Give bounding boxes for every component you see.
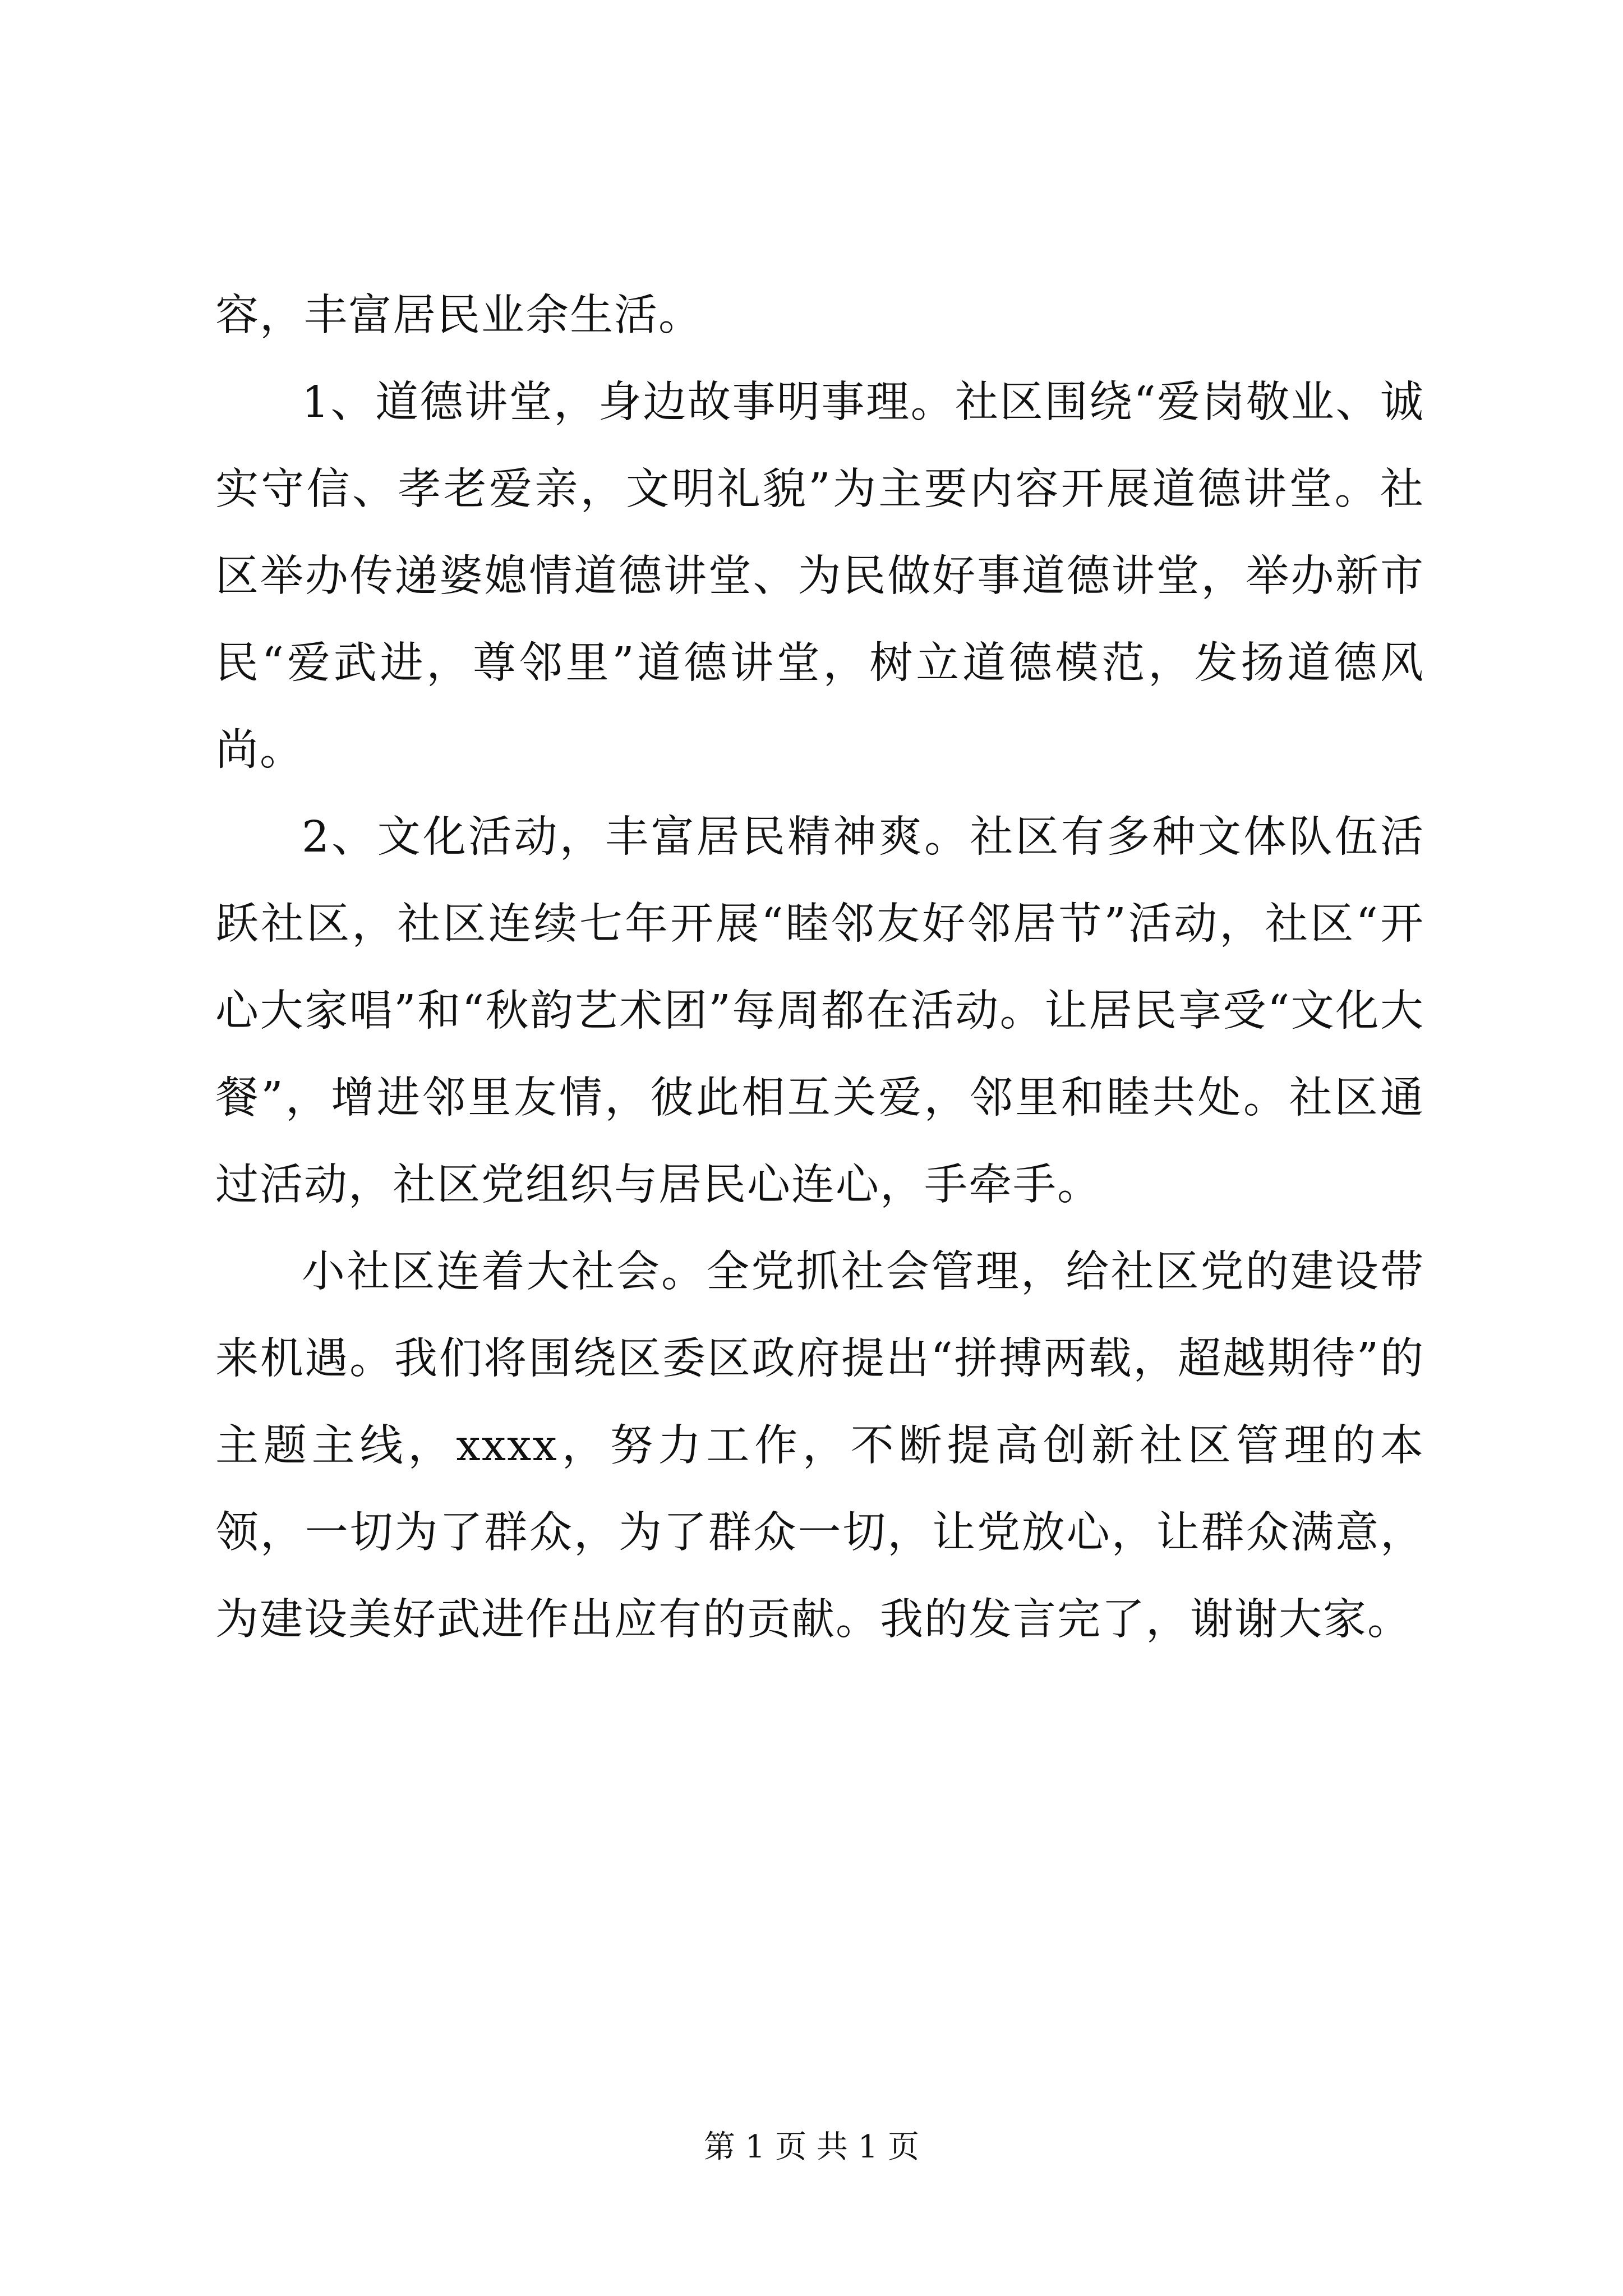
paragraph-2: 1、道德讲堂，身边故事明事理。社区围绕“爱岗敬业、诚实守信、孝老爱亲，文明礼貌”为主要内容开展道德讲堂。社区举办传递婆媳情道德讲堂、为民做好事道德讲堂，举办新市民“爱武进，尊邻里”道德讲堂，树立道德模范，发扬道德风尚。 (215, 378, 1424, 775)
page-footer: 第 1 页 共 1 页 (703, 2129, 920, 2165)
paragraph-3: 2、文化活动，丰富居民精神爽。社区有多种文体队伍活跃社区，社区连续七年开展“睦邻友好邻居节”活动，社区“开心大家唱”和“秋韵艺术团”每周都在活动。让居民享受“文化大餐”，增进邻里友情，彼此相互关爱，邻里和睦共处。社区通过活动，社区党组织与居民心连心，手牵手。 (215, 812, 1424, 1210)
paragraph-4: 小社区连着大社会。全党抓社会管理，给社区党的建设带来机遇。我们将围绕区委区政府提出“拼搏两载，超越期待”的主题主线，xxxx，努力工作，不断提高创新社区管理的本领，一切为了群众，为了群众一切，让党放心，让群众满意，为建设美好武进作出应有的贡献。我的发言完了，谢谢大家。 (215, 1247, 1424, 1645)
paragraph-1: 容，丰富居民业余生活。 (215, 291, 703, 341)
document-body (215, 272, 1424, 1663)
